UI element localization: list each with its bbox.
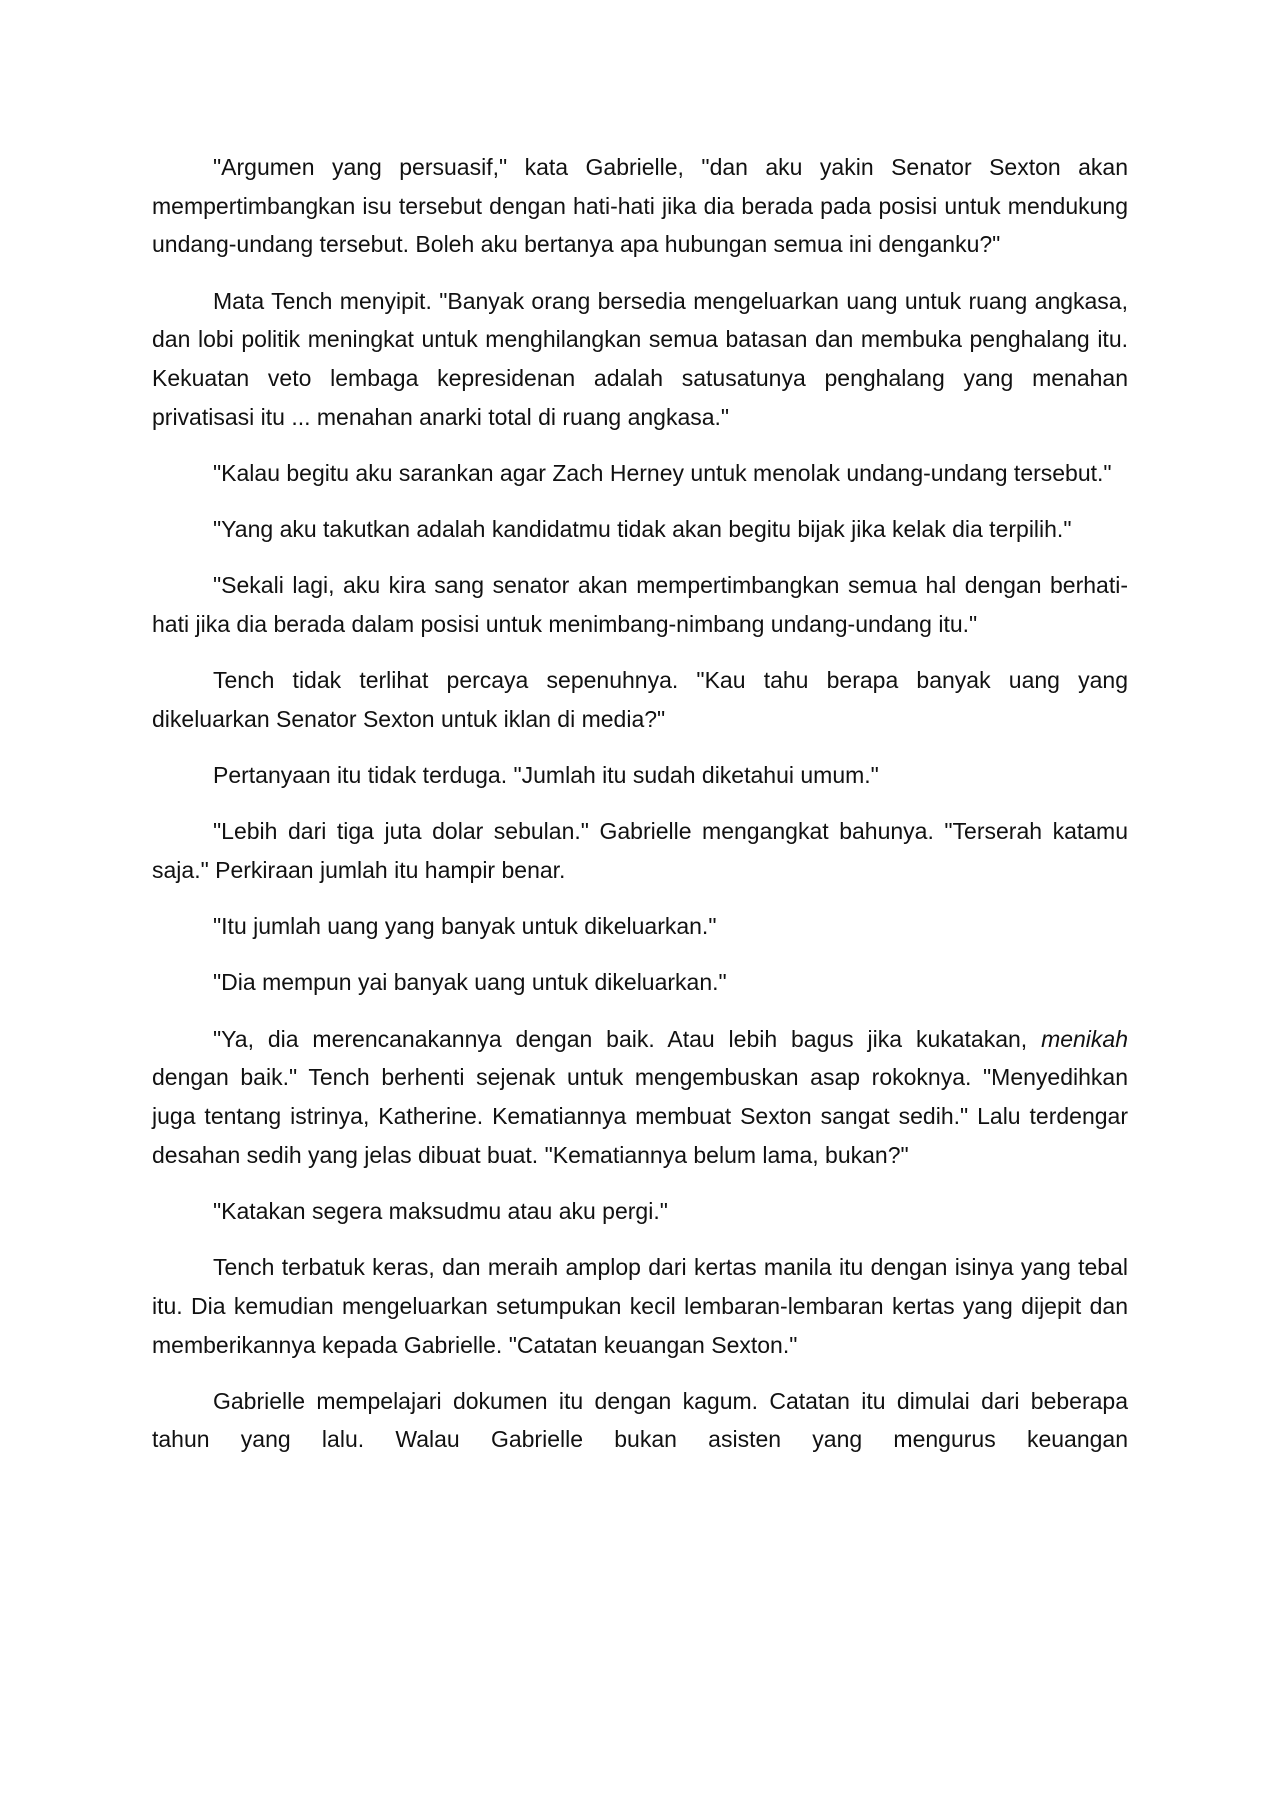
paragraph: "Katakan segera maksudmu atau aku pergi."	[213, 1197, 668, 1224]
paragraph: Tench tidak terlihat percaya sepenuhnya. "Kau tahu berapa banyak uang yang dikeluarkan Senator Sexton untuk iklan di media?"	[152, 667, 1128, 732]
paragraph	[152, 1020, 1128, 1175]
paragraph: Gabrielle mempelajari dokumen itu dengan kagum. Catatan itu dimulai dari beberapa tahun yang lalu. Walau Gabrielle bukan asisten yang mengurus keuangan	[152, 1387, 1128, 1453]
document-page	[152, 148, 1128, 1477]
paragraph: "Sekali lagi, aku kira sang senator akan mempertimbangkan semua hal dengan berhati-hati jika dia berada dalam posisi untuk menimbang-nimbang undang-undang itu."	[152, 572, 1128, 638]
paragraph: Pertanyaan itu tidak terduga. "Jumlah itu sudah diketahui umum."	[213, 762, 879, 789]
paragraph-text: dengan baik." Tench berhenti sejenak untuk mengembuskan asap rokoknya. "Menyedihkan juga tentang istrinya, Katherine. Kematiannya membuat Sexton sangat sedih." Lalu terdengar desahan sedih yang jelas dibuat buat. "Kematiannya belum lama, bukan?"	[152, 1064, 1128, 1168]
paragraph: "Kalau begitu aku sarankan agar Zach Herney untuk menolak undang-undang tersebut."	[213, 459, 1112, 486]
paragraph: "Dia mempun yai banyak uang untuk dikeluarkan."	[213, 969, 727, 996]
paragraph: Mata Tench menyipit. "Banyak orang bersedia mengeluarkan uang untuk ruang angkasa, dan lobi politik meningkat untuk menghilangkan semua batasan dan membuka penghalang itu. Kekuatan veto lembaga kepresidenan adalah satusatunya penghalang yang menahan privatisasi itu ... menahan anarki total di ruang angkasa."	[152, 287, 1128, 430]
italic-word: menikah	[1041, 1025, 1128, 1052]
paragraph-text: "Ya, dia merencanakannya dengan baik. Atau lebih bagus jika kukatakan,	[213, 1025, 1042, 1052]
paragraph: "Yang aku takutkan adalah kandidatmu tidak akan begitu bijak jika kelak dia terpilih."	[213, 516, 1072, 543]
paragraph: "Itu jumlah uang yang banyak untuk dikeluarkan."	[213, 913, 717, 940]
paragraph: "Lebih dari tiga juta dolar sebulan." Gabrielle mengangkat bahunya. "Terserah katamu saja." Perkiraan jumlah itu hampir benar.	[152, 818, 1128, 884]
paragraph: "Argumen yang persuasif," kata Gabrielle, "dan aku yakin Senator Sexton akan mempertimbangkan isu tersebut dengan hati-hati jika dia berada pada posisi untuk mendukung undang-undang tersebut. Boleh aku bertanya apa hubungan semua ini denganku?"	[152, 154, 1128, 258]
paragraph: Tench terbatuk keras, dan meraih amplop dari kertas manila itu dengan isinya yang tebal itu. Dia kemudian mengeluarkan setumpukan kecil lembaran-lembaran kertas yang dijepit dan memberikannya kepada Gabrielle. "Catatan keuangan Sexton."	[152, 1254, 1128, 1358]
